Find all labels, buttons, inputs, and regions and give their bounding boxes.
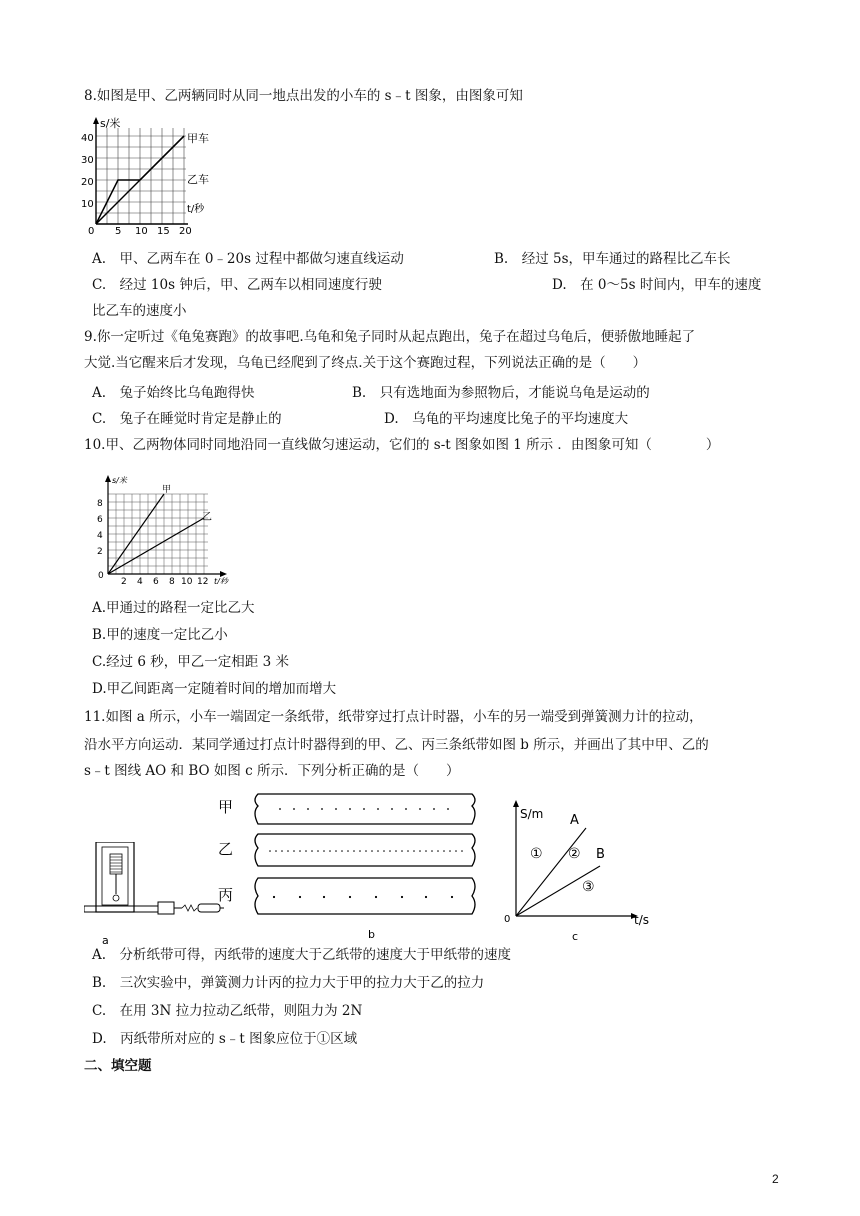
xtick-2: 2: [121, 577, 127, 584]
xtick-20: 20: [179, 226, 192, 236]
q11-option-a: A. 分析纸带可得，丙纸带的速度大于乙纸带的速度大于甲纸带的速度: [92, 947, 512, 963]
xtick-4: 4: [137, 577, 143, 584]
xtick-8: 8: [169, 577, 175, 584]
xlabel: t/秒: [214, 577, 228, 584]
q11-figure-c: [500, 790, 670, 950]
tape-label-bing: 丙: [218, 886, 234, 904]
q11-figure-a: [84, 842, 224, 950]
ytick-40: 40: [81, 133, 94, 144]
q8-option-d: D. 在 0～5s 时间内，甲车的速度: [552, 277, 762, 293]
xtick-5: 5: [115, 226, 122, 236]
label-yi: 乙: [202, 512, 212, 523]
q8-option-b: B. 经过 5s，甲车通过的路程比乙车长: [494, 251, 731, 267]
caption-c: c: [572, 930, 579, 943]
origin-0: 0: [98, 571, 104, 581]
xtick-15: 15: [157, 226, 170, 236]
q8-option-a: A. 甲、乙两车在 0﹣20s 过程中都做匀速直线运动: [92, 251, 404, 267]
q11-figure-b: [210, 790, 482, 950]
page-number: 2: [772, 1172, 779, 1186]
q10-option-d: D.甲乙间距离一定随着时间的增加而增大: [92, 681, 337, 697]
q9-stem-2: 大觉.当它醒来后才发现，乌龟已经爬到了终点.关于这个赛跑过程，下列说法正确的是（ ）: [84, 355, 647, 371]
origin: 0: [504, 914, 511, 925]
ytick-30: 30: [81, 155, 94, 166]
ylabel: S/m: [520, 807, 544, 821]
ytick-20: 20: [81, 177, 94, 188]
tape-jia: [255, 794, 475, 824]
q11-stem-2: 沿水平方向运动．某同学通过打点计时器得到的甲、乙、丙三条纸带如图 b 所示，并画出了其中甲、乙的: [84, 737, 709, 753]
q11-stem-1: 11.如图 a 所示，小车一端固定一条纸带，纸带穿过打点计时器，小车的另一端受到弹簧测力计的拉动，: [84, 709, 703, 725]
q11-stem-3: s﹣t 图线 AO 和 BO 如图 c 所示．下列分析正确的是（ ）: [84, 763, 460, 779]
q11-option-b: B. 三次实验中，弹簧测力计丙的拉力大于甲的拉力大于乙的拉力: [92, 975, 485, 991]
ylabel: s/米: [100, 117, 121, 130]
dots-yi: [269, 850, 463, 852]
cart: [158, 902, 174, 914]
q8-stem: 8.如图是甲、乙两辆同时从同一地点出发的小车的 s﹣t 图象，由图象可知: [84, 88, 523, 104]
label-b: B: [596, 847, 605, 862]
q9-option-d: D. 乌龟的平均速度比兔子的平均速度大: [384, 411, 629, 427]
q9-option-a: A. 兔子始终比乌龟跑得快: [92, 385, 255, 401]
region-3: ③: [582, 879, 595, 895]
xlabel: t/s: [634, 913, 649, 927]
xtick-6: 6: [153, 577, 159, 584]
line-ao: [516, 828, 586, 916]
q8-st-graph: [80, 114, 220, 240]
dots-bing: [273, 896, 453, 898]
xtick-0: 0: [88, 226, 95, 236]
caption-b: b: [368, 928, 375, 941]
ytick-4: 4: [97, 531, 103, 541]
q8-option-d-cont: 比乙车的速度小: [92, 303, 187, 319]
tape-yi: [255, 834, 475, 866]
label-jia: 甲车: [187, 132, 209, 145]
ylabel: s/米: [112, 476, 127, 485]
region-1: ①: [530, 846, 543, 862]
q10-stem: 10.甲、乙两物体同时同地沿同一直线做匀速运动，它们的 s-t 图象如图 1 所示 ．由图象可知（ ）: [84, 437, 720, 453]
q10-option-c: C.经过 6 秒，甲乙一定相距 3 米: [92, 654, 289, 670]
q10-option-b: B.甲的速度一定比乙小: [92, 627, 228, 643]
ytick-8: 8: [97, 499, 103, 509]
tape-label-yi: 乙: [218, 840, 234, 858]
q10-option-a: A.甲通过的路程一定比乙大: [92, 600, 255, 616]
caption-a: a: [102, 934, 109, 946]
q8-option-c: C. 经过 10s 钟后，甲、乙两车以相同速度行驶: [92, 277, 382, 293]
ytick-2: 2: [97, 547, 103, 557]
xtick-10: 10: [181, 577, 193, 584]
tape-label-jia: 甲: [218, 798, 234, 816]
ytick-10: 10: [81, 199, 94, 210]
region-2: ②: [568, 846, 581, 862]
label-yi: 乙车: [187, 173, 209, 186]
q9-stem-1: 9.你一定听过《龟兔赛跑》的故事吧.乌龟和兔子同时从起点跑出，兔子在超过乌龟后，便骄傲地睡起了: [84, 329, 696, 345]
dots-jia: [279, 808, 449, 810]
xtick-12: 12: [197, 577, 209, 584]
section-heading-fill-in: 二、填空题: [84, 1058, 152, 1074]
xtick-10: 10: [135, 226, 148, 236]
q11-option-c: C. 在用 3N 拉力拉动乙纸带，则阻力为 2N: [92, 1003, 363, 1019]
label-a: A: [570, 813, 579, 828]
label-jia: 甲: [162, 485, 172, 495]
ytick-6: 6: [97, 515, 103, 525]
tape-bing: [255, 878, 475, 914]
xlabel: t/秒: [187, 204, 205, 215]
spring: [182, 905, 197, 911]
q10-st-graph: [88, 472, 240, 588]
q9-option-b: B. 只有选地面为参照物后，才能说乌龟是运动的: [352, 385, 650, 401]
q11-option-d: D. 丙纸带所对应的 s﹣t 图象应位于①区域: [92, 1031, 358, 1047]
q9-option-c: C. 兔子在睡觉时肯定是静止的: [92, 411, 282, 427]
track: [84, 906, 158, 912]
